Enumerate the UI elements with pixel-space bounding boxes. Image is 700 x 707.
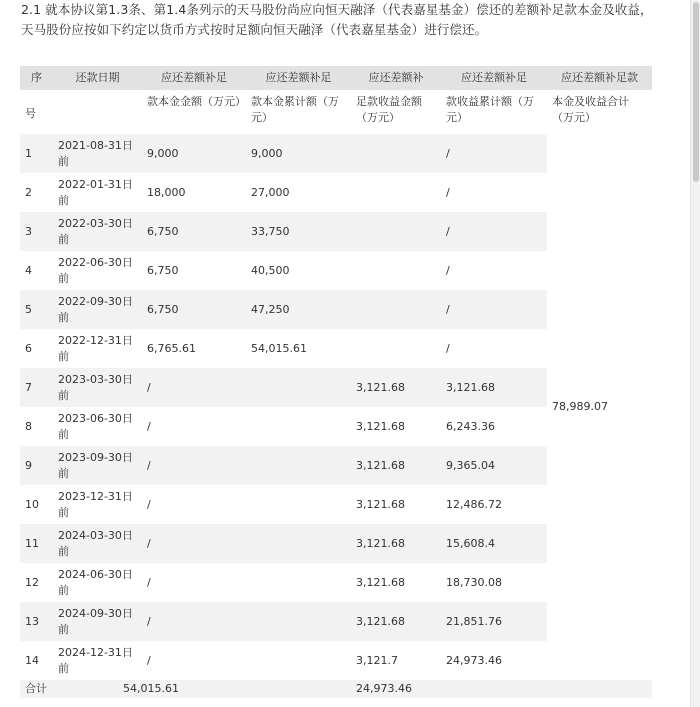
cell-seq: 10 xyxy=(20,485,53,524)
cell-income: 3,121.68 xyxy=(351,524,441,563)
cell-principal: 9,000 xyxy=(142,134,246,173)
cell-income-cum: / xyxy=(441,290,547,329)
header-principal: 应还差额补足 xyxy=(142,66,246,90)
cell-date: 2022-03-30日前 xyxy=(53,212,142,251)
cell-income-cum: / xyxy=(441,173,547,212)
cell-income: 3,121.68 xyxy=(351,485,441,524)
cell-income-cum: 18,730.08 xyxy=(441,563,547,602)
cell-principal: 6,750 xyxy=(142,290,246,329)
cell-date: 2023-12-31日前 xyxy=(53,485,142,524)
cell-principal: 6,765.61 xyxy=(142,329,246,368)
cell-date: 2023-09-30日前 xyxy=(53,446,142,485)
cell-principal-cum: 54,015.61 xyxy=(246,329,351,368)
cell-date: 2022-09-30日前 xyxy=(53,290,142,329)
cell-date: 2023-03-30日前 xyxy=(53,368,142,407)
subheader-total: 本金及收益合计（万元） xyxy=(547,90,652,134)
cell-principal: / xyxy=(142,641,246,680)
cell-principal: / xyxy=(142,485,246,524)
cell-income xyxy=(351,173,441,212)
total-empty xyxy=(547,680,652,698)
cell-principal: 6,750 xyxy=(142,251,246,290)
cell-seq: 11 xyxy=(20,524,53,563)
cell-principal: / xyxy=(142,563,246,602)
cell-income-cum: 15,608.4 xyxy=(441,524,547,563)
cell-seq: 9 xyxy=(20,446,53,485)
cell-seq: 13 xyxy=(20,602,53,641)
cell-income xyxy=(351,290,441,329)
total-label: 合计 xyxy=(20,680,142,698)
cell-income-cum: 21,851.76 xyxy=(441,602,547,641)
cell-principal-cum xyxy=(246,602,351,641)
table-header-row xyxy=(20,66,652,90)
cell-principal-cum: 27,000 xyxy=(246,173,351,212)
subheader-date xyxy=(53,90,142,134)
cell-date: 2021-08-31日前 xyxy=(53,134,142,173)
repayment-table xyxy=(20,66,652,698)
cell-income-cum: / xyxy=(441,212,547,251)
cell-date: 2023-06-30日前 xyxy=(53,407,142,446)
cell-principal-cum: 9,000 xyxy=(246,134,351,173)
cell-income-cum: 9,365.04 xyxy=(441,446,547,485)
cell-income-cum: 12,486.72 xyxy=(441,485,547,524)
cell-principal-cum: 47,250 xyxy=(246,290,351,329)
cell-seq: 12 xyxy=(20,563,53,602)
cell-income: 3,121.7 xyxy=(351,641,441,680)
cell-income xyxy=(351,212,441,251)
header-income-cum: 应还差额补足 xyxy=(441,66,547,90)
intro-paragraph: 2.1 就本协议第1.3条、第1.4条列示的天马股份尚应向恒天融泽（代表嘉星基金）偿还的差额补足款本金及收益，天马股份应按如下约定以货币方式按时足额向恒天融泽（代表嘉星基金）进行偿还。 xyxy=(21,2,653,37)
cell-principal-cum: 40,500 xyxy=(246,251,351,290)
cell-income: 3,121.68 xyxy=(351,407,441,446)
cell-seq: 3 xyxy=(20,212,53,251)
cell-seq: 2 xyxy=(20,173,53,212)
subheader-income: 足款收益金额（万元） xyxy=(351,90,441,134)
cell-income: 3,121.68 xyxy=(351,563,441,602)
header-income: 应还差额补 xyxy=(351,66,441,90)
cell-income: 3,121.68 xyxy=(351,602,441,641)
header-total: 应还差额补足款 xyxy=(547,66,652,90)
cell-income-cum: / xyxy=(441,134,547,173)
cell-principal: / xyxy=(142,446,246,485)
cell-principal-cum xyxy=(246,446,351,485)
cell-principal-cum xyxy=(246,524,351,563)
header-seq: 序 xyxy=(20,66,53,90)
cell-seq: 5 xyxy=(20,290,53,329)
cell-principal-cum xyxy=(246,368,351,407)
header-date: 还款日期 xyxy=(53,66,142,90)
cell-principal-cum xyxy=(246,641,351,680)
cell-income-cum: / xyxy=(441,251,547,290)
vertical-scrollbar[interactable] xyxy=(690,0,700,707)
cell-principal: / xyxy=(142,407,246,446)
cell-income xyxy=(351,329,441,368)
cell-income-cum: 3,121.68 xyxy=(441,368,547,407)
subheader-seq: 号 xyxy=(20,90,53,134)
cell-principal: / xyxy=(142,368,246,407)
subheader-principal: 款本金金额（万元） xyxy=(142,90,246,134)
scrollbar-thumb[interactable] xyxy=(693,2,699,182)
total-principal xyxy=(123,680,351,698)
cell-principal: 18,000 xyxy=(142,173,246,212)
cell-seq: 8 xyxy=(20,407,53,446)
cell-seq: 1 xyxy=(20,134,53,173)
cell-principal: 6,750 xyxy=(142,212,246,251)
cell-principal: / xyxy=(142,524,246,563)
cell-grand-total: 78,989.07 xyxy=(547,134,652,680)
cell-date: 2024-12-31日前 xyxy=(53,641,142,680)
cell-income: 3,121.68 xyxy=(351,368,441,407)
subheader-income-cum: 款收益累计额（万元） xyxy=(441,90,547,134)
cell-principal-cum: 33,750 xyxy=(246,212,351,251)
cell-principal-cum xyxy=(246,407,351,446)
cell-date: 2024-06-30日前 xyxy=(53,563,142,602)
cell-seq: 4 xyxy=(20,251,53,290)
table-row xyxy=(20,134,652,173)
header-principal-cum: 应还差额补足 xyxy=(246,66,351,90)
cell-seq: 14 xyxy=(20,641,53,680)
cell-date: 2022-06-30日前 xyxy=(53,251,142,290)
cell-income xyxy=(351,251,441,290)
cell-seq: 7 xyxy=(20,368,53,407)
cell-income xyxy=(351,134,441,173)
cell-principal-cum xyxy=(246,563,351,602)
subheader-principal-cum: 款本金累计额（万元） xyxy=(246,90,351,134)
cell-principal-cum xyxy=(246,485,351,524)
cell-principal: / xyxy=(142,602,246,641)
cell-seq: 6 xyxy=(20,329,53,368)
cell-date: 2024-03-30日前 xyxy=(53,524,142,563)
cell-income-cum: 24,973.46 xyxy=(441,641,547,680)
cell-date: 2024-09-30日前 xyxy=(53,602,142,641)
cell-income: 3,121.68 xyxy=(351,446,441,485)
cell-income-cum: 6,243.36 xyxy=(441,407,547,446)
total-principal-value: 54,015.61 xyxy=(123,682,179,695)
table-subheader-row xyxy=(20,90,652,134)
cell-income-cum: / xyxy=(441,329,547,368)
cell-date: 2022-12-31日前 xyxy=(53,329,142,368)
total-income: 24,973.46 xyxy=(351,680,547,698)
cell-date: 2022-01-31日前 xyxy=(53,173,142,212)
total-row xyxy=(20,680,652,698)
